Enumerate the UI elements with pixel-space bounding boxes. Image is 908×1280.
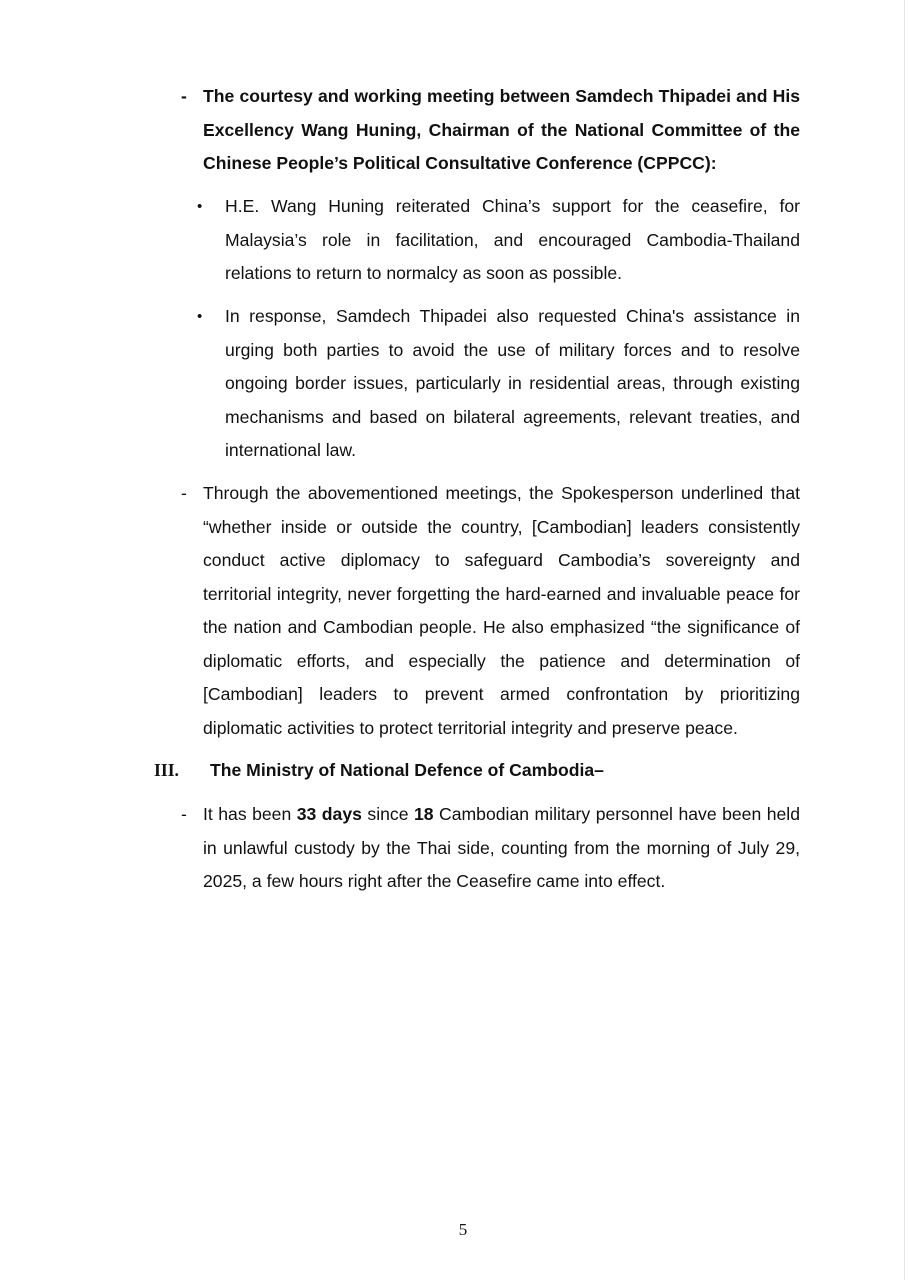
bullet-text: H.E. Wang Huning reiterated China’s support for the ceasefire, for Malaysia’s role in facilitation, and encouraged Cambodia-Thailand relations to return to normalcy as soon as possible. (225, 196, 800, 283)
page-number: 5 (458, 1220, 468, 1239)
defence-text-part2: since (361, 804, 414, 824)
defence-text (203, 798, 800, 899)
spokesperson-text: Through the abovementioned meetings, the Spokesperson underlined that “whether inside or outside the country, [Cambodian] leaders consistently conduct active diplomacy to safeguard Cambodia’s sovereignty and territorial integrity, never forgetting the hard-earned and invaluable peace for the nation and Cambodian people. He also emphasized “the significance of diplomatic efforts, and especially the patience and determination of [Cambodian] leaders to prevent armed confrontation by prioritizing diplomatic activities to protect territorial integrity and preserve peace. (203, 483, 800, 738)
bullet-item-samdech-response (197, 300, 800, 468)
section-title: The Ministry of National Defence of Cambodia– (210, 760, 604, 780)
defence-text-part3: Cambodian military personnel have been held in unlawful custody by the Thai side, counting from the morning of July 29, 2025, a few hours right after the Ceasefire came into effect. (203, 804, 800, 891)
bullet-item-wang-huning (197, 190, 800, 291)
defence-item (181, 798, 800, 899)
section-number: III. (154, 760, 179, 780)
defence-text-part1: It has been (203, 804, 297, 824)
dash-marker: - (181, 804, 187, 824)
page-edge-line (904, 0, 905, 1280)
personnel-count: 18 (413, 804, 434, 824)
dash-marker: - (181, 483, 187, 503)
spokesperson-item (181, 477, 800, 745)
bullet-text: In response, Samdech Thipadei also requested China's assistance in urging both parties to avoid the use of military forces and to resolve ongoing border issues, particularly in residential areas, through existing mechanisms and based on bilateral agreements, relevant treaties, and international law. (225, 306, 800, 460)
days-count: 33 days (296, 804, 362, 824)
dash-marker: - (181, 86, 187, 106)
bullet-marker: • (197, 198, 203, 215)
meeting-item (181, 80, 800, 181)
bullet-marker: • (197, 308, 203, 325)
meeting-heading: The courtesy and working meeting between Samdech Thipadei and His Excellency Wang Huning, Chairman of the National Committee of the Chinese People’s Political Consultative Conference (CPPCC): (203, 86, 800, 173)
